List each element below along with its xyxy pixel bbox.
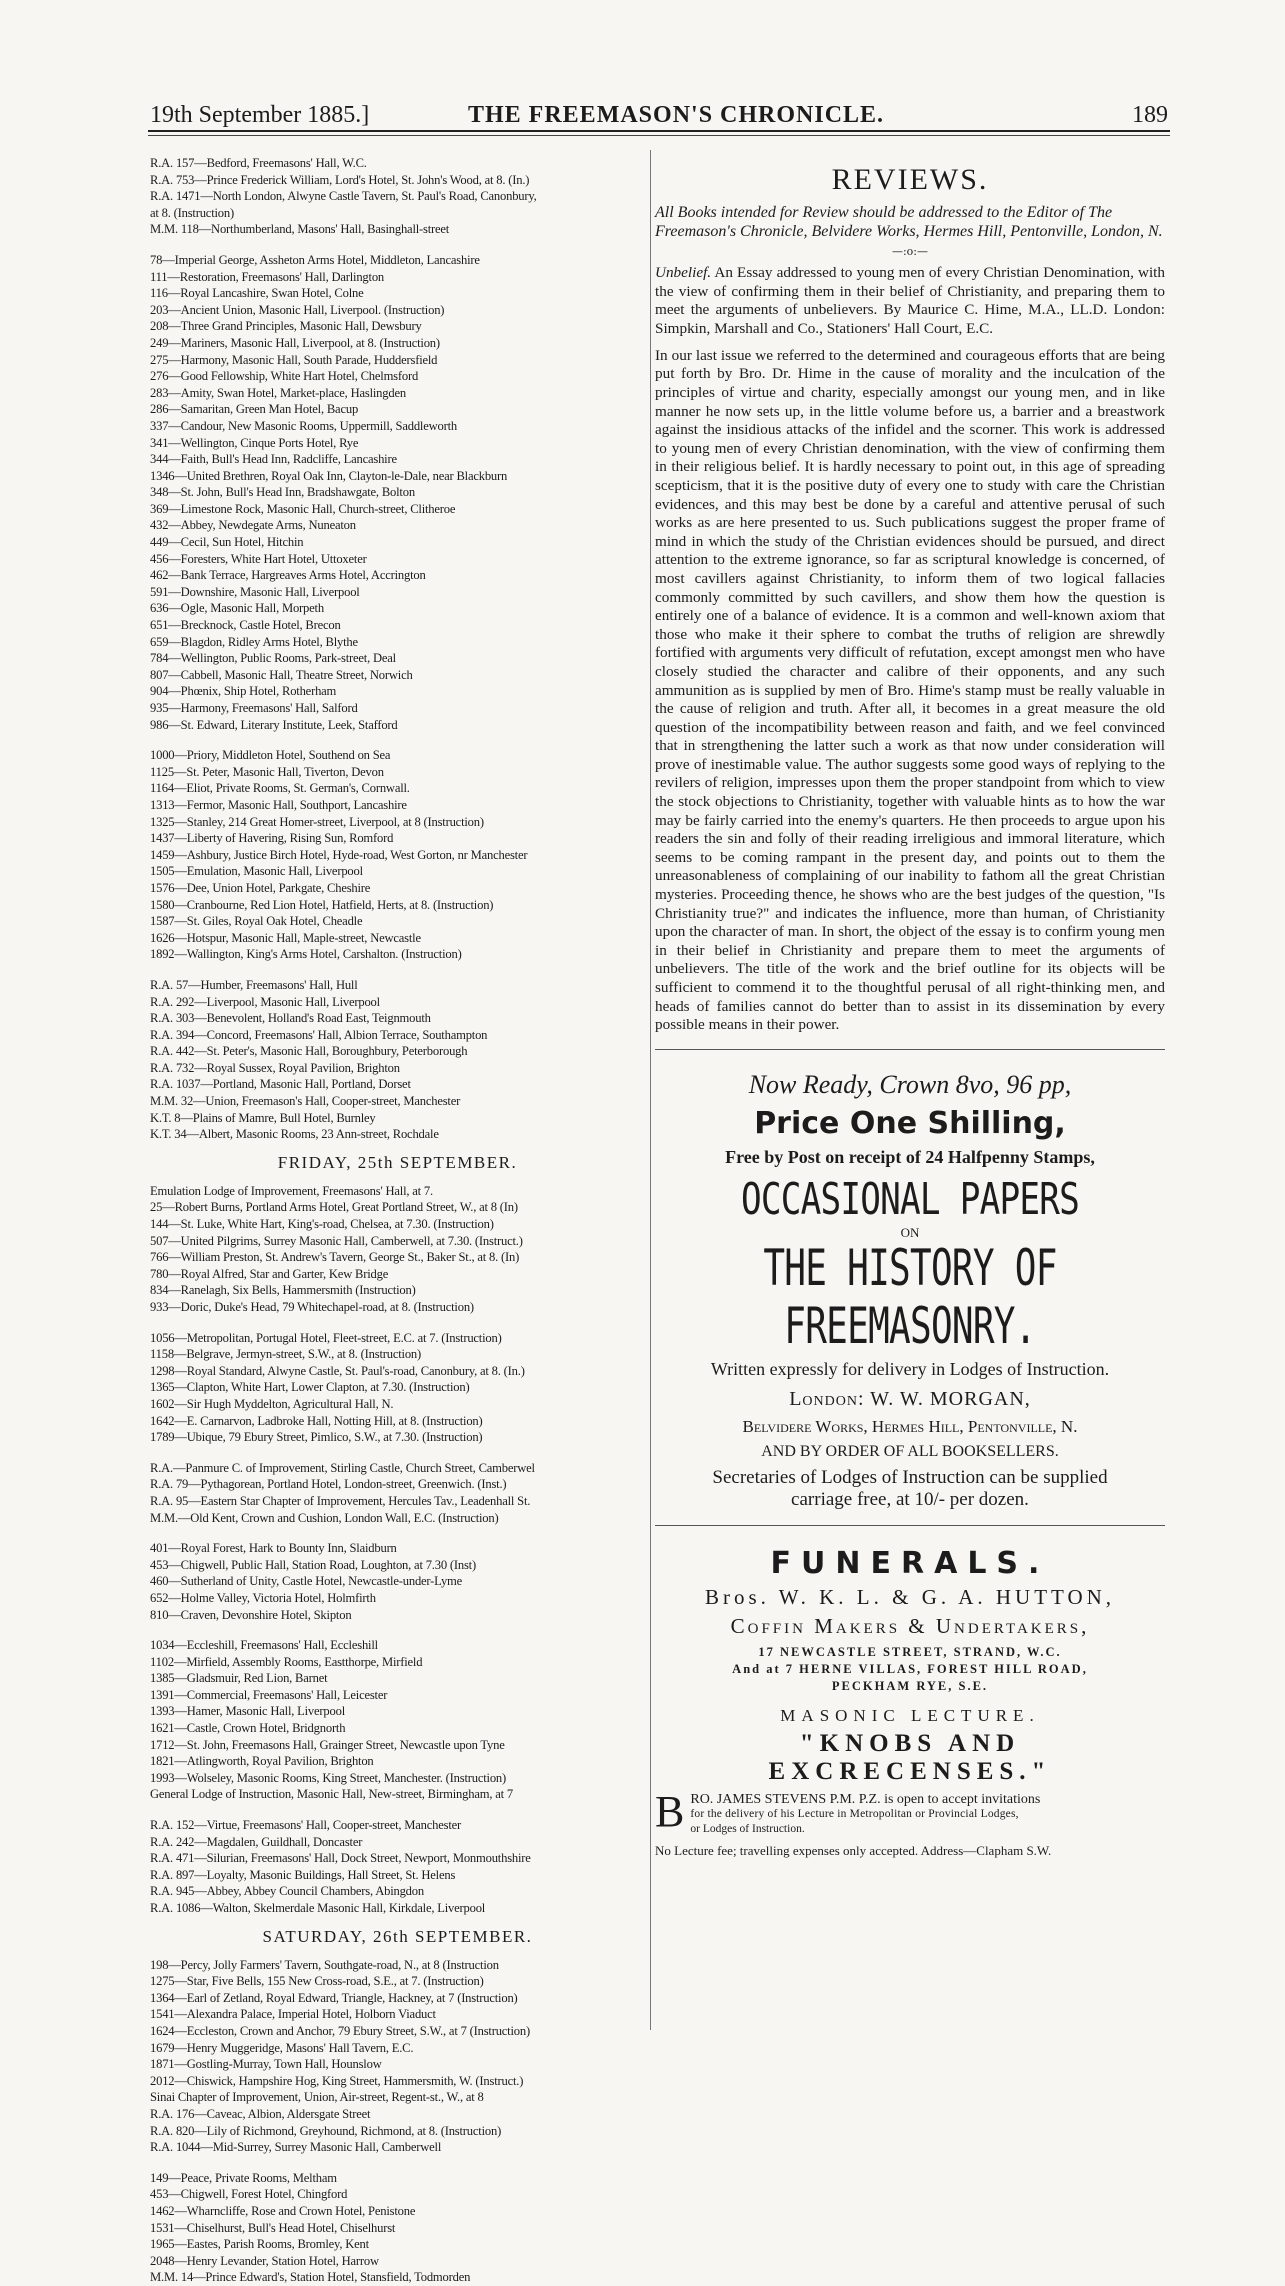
masthead: THE FREEMASON'S CHRONICLE. xyxy=(468,102,885,128)
lodge-meetings-column xyxy=(150,155,645,2286)
header-rule xyxy=(148,130,1170,132)
list-item: 1531—Chiselhurst, Bull's Head Hotel, Chiselhurst xyxy=(150,2220,396,2235)
list-item: R.A. 394—Concord, Freemasons' Hall, Albion Terrace, Southampton xyxy=(150,1027,488,1042)
list-item: 462—Bank Terrace, Hargreaves Arms Hotel, Accrington xyxy=(150,568,426,583)
funerals-address-2: And at 7 HERNE VILLAS, FOREST HILL ROAD, xyxy=(732,1661,1088,1676)
ad-line-subject: THE HISTORY OF FREEMASONRY. xyxy=(763,1238,1057,1355)
list-item: R.A. 95—Eastern Star Chapter of Improvement, Hercules Tav., Leadenhall St. xyxy=(150,1493,531,1508)
list-item: 810—Craven, Devonshire Hotel, Skipton xyxy=(150,1607,352,1622)
list-item: 453—Chigwell, Public Hall, Station Road, Loughton, at 7.30 (Inst) xyxy=(150,1557,476,1572)
list-saturday-london xyxy=(150,1957,645,2156)
ad-line-on: ON xyxy=(900,1224,920,1240)
list-item: 651—Brecknock, Castle Hotel, Brecon xyxy=(150,618,341,633)
saturday-heading: SATURDAY, 26th SEPTEMBER. xyxy=(262,1926,533,1946)
list-provincial-c xyxy=(150,977,645,1143)
advert-rule xyxy=(655,1049,1165,1050)
list-item: 652—Holme Valley, Victoria Hotel, Holmfirth xyxy=(150,1590,376,1605)
ad-line-edition: Now Ready, Crown 8vo, 96 pp, xyxy=(748,1069,1072,1099)
list-item: 1385—Gladsmuir, Red Lion, Barnet xyxy=(150,1671,328,1686)
list-item: R.A. 152—Virtue, Freemasons' Hall, Cooper-street, Manchester xyxy=(150,1818,462,1833)
list-item: 1391—Commercial, Freemasons' Hall, Leicester xyxy=(150,1687,388,1702)
friday-heading: FRIDAY, 25th SEPTEMBER. xyxy=(277,1152,518,1172)
list-friday-london xyxy=(150,1183,645,1316)
list-item: 1034—Eccleshill, Freemasons' Hall, Eccleshill xyxy=(150,1638,378,1653)
list-item: 432—Abbey, Newdegate Arms, Nuneaton xyxy=(150,518,356,533)
list-item: 1624—Eccleston, Crown and Anchor, 79 Ebury Street, S.W., at 7 (Instruction) xyxy=(150,2023,530,2038)
list-item: 507—United Pilgrims, Surrey Masonic Hall, Camberwell, at 7.30. (Instruct.) xyxy=(150,1233,523,1248)
funerals-address-3: PECKHAM RYE, S.E. xyxy=(831,1678,989,1693)
list-item: 1580—Cranbourne, Red Lion Hotel, Hatfield, Herts, at 8. (Instruction) xyxy=(150,897,494,912)
list-item: 1541—Alexandra Palace, Imperial Hotel, Holborn Viaduct xyxy=(150,2007,436,2022)
list-item: R.A. 1037—Portland, Masonic Hall, Portland, Dorset xyxy=(150,1077,411,1092)
reviews-title: REVIEWS. xyxy=(831,163,989,196)
list-item: 1621—Castle, Crown Hotel, Bridgnorth xyxy=(150,1721,346,1736)
list-item: 344—Faith, Bull's Head Inn, Radcliffe, Lancashire xyxy=(150,452,397,467)
list-item: 203—Ancient Union, Masonic Hall, Liverpool. (Instruction) xyxy=(150,302,445,317)
list-item: 1437—Liberty of Havering, Rising Sun, Romford xyxy=(150,831,394,846)
issue-date: 19th September 1885.] xyxy=(150,102,370,128)
list-item: R.A. 1471—North London, Alwyne Castle Tavern, St. Paul's Road, Canonbury, xyxy=(150,189,537,204)
list-item: 1821—Atlingworth, Royal Pavilion, Brighton xyxy=(150,1754,374,1769)
list-item: 116—Royal Lancashire, Swan Hotel, Colne xyxy=(150,286,364,301)
list-friday-prov-a xyxy=(150,1540,645,1623)
ad-line-booksellers: AND BY ORDER OF ALL BOOKSELLERS. xyxy=(761,1442,1059,1460)
list-item: 348—St. John, Bull's Head Inn, Bradshawgate, Bolton xyxy=(150,485,415,500)
ad-line-address: Belvidere Works, Hermes Hill, Pentonville, N. xyxy=(742,1416,1078,1436)
list-item: 449—Cecil, Sun Hotel, Hitchin xyxy=(150,535,304,550)
list-item: R.A. 303—Benevolent, Holland's Road East, Teignmouth xyxy=(150,1011,431,1026)
ad-line-carriage: carriage free, at 10/- per dozen. xyxy=(791,1488,1029,1510)
list-item: 834—Ranelagh, Six Bells, Hammersmith (Instruction) xyxy=(150,1283,416,1298)
book-entry xyxy=(655,264,1165,339)
list-item: 1125—St. Peter, Masonic Hall, Tiverton, Devon xyxy=(150,764,384,779)
list-item: 784—Wellington, Public Rooms, Park-street, Deal xyxy=(150,651,396,666)
review-body: In our last issue we referred to the determined and courageous efforts that are being put forth by Bro. Dr. Hime in the cause of morality and the inculcation of the principles of virtue and charity, especially amongst our young men, and in like manner he now sets up, in the little volume before us, a barrier and a breastwork against the insidious attacks of the infidel and the scorner. This work is addressed to young men of every Christian denomination, with the view of confirming them in their religious belief. It is hardly necessary to point out, in this age of spreading scepticism, that it is the positive duty of every one to study with care the Christian evidences, and this may best be done by a careful and attentive perusal of such works as are here presented to us. Such publications suggest the proper frame of mind in which the study of the Christian evidences should be pursued, and direct attention to the extreme ignorance, so far as scriptural knowledge is concerned, of most cavillers against Christianity, to inform them of two logical fallacies commonly committed by such cavillers, and show them how the question is entirely one of a balance of evidence. It is a common and well-known axiom that those who make it their sphere to combat the truths of religion are shrewdly fortified with arguments very difficult of refutation, except amongst men who have closely studied the character and calibre of their opponents, and any such ammunition as is supplied by men of Bro. Hime's stamp must be really valuable in the cause of religion and truth. After all, it becomes in a great measure the old question of the incompatibility between reason and faith, and we feel convinced that in strengthening the latter such a work as that now under consideration will prove of inestimable value. The author suggests some good ways of replying to the revilers of religion, impresses upon them the proper standpoint from which to view the stock objections to Christianity, together with valuable hints as to how the war may be fairly carried into the enemy's quarters. He then proceeds to argue upon his readers the sin and folly of their reading irreligious and immoral literature, which seems to be coming rampant in the present day, and points out to them the unreasonableness of complaining of our inability to fathom all the great Christian mysteries. Proceeding thence, he shows who are the best judges of the question, "Is Christianity true?" and indicates the influence, more than human, of Christianity upon the character of man. In short, the object of the essay is to confirm young men in their belief in Christianity and prepare them to meet the arguments of unbelievers. The title of the work and the brief outline for its objects will be sufficient to commend it to the thoughtful perusal of all right-thinking men, and heads of families cannot do better than to assist in its dissemination by every possible means in their power. xyxy=(655,346,1165,1034)
list-item: R.A. 732—Royal Sussex, Royal Pavilion, Brighton xyxy=(150,1060,400,1075)
list-item: 1505—Emulation, Masonic Hall, Liverpool xyxy=(150,864,363,879)
list-item: 1712—St. John, Freemasons Hall, Grainger Street, Newcastle upon Tyne xyxy=(150,1737,505,1752)
list-item: 1576—Dee, Union Hotel, Parkgate, Cheshire xyxy=(150,880,371,895)
ad-line-post: Free by Post on receipt of 24 Halfpenny Stamps, xyxy=(725,1146,1095,1167)
list-item: General Lodge of Instruction, Masonic Hall, New-street, Birmingham, at 7 xyxy=(150,1787,513,1802)
ad-line-written: Written expressly for delivery in Lodges of Instruction. xyxy=(710,1358,1110,1379)
reviews-note: All Books intended for Review should be addressed to the Editor of The Freemason's Chronicle, Belvidere Works, Hermes Hill, Pentonville, London, N. xyxy=(655,204,1163,240)
list-item: R.A. 79—Pythagorean, Portland Hotel, London-street, Greenwich. (Inst.) xyxy=(150,1477,507,1492)
list-item: M.M. 14—Prince Edward's, Station Hotel, Stansfield, Todmorden xyxy=(150,2270,471,2285)
list-item: M.M. 32—Union, Freemason's Hall, Cooper-street, Manchester xyxy=(150,1094,461,1109)
list-item: 276—Good Fellowship, White Hart Hotel, Chelmsford xyxy=(150,369,419,384)
list-item: 275—Harmony, Masonic Hall, South Parade, Huddersfield xyxy=(150,352,438,367)
list-item: 807—Cabbell, Masonic Hall, Theatre Street, Norwich xyxy=(150,667,413,682)
page-header xyxy=(150,102,1168,132)
lecture-line-4: No Lecture fee; travelling expenses only accepted. Address—Clapham S.W. xyxy=(655,1842,1052,1858)
book-advertisement xyxy=(655,1070,1165,1511)
list-item: 341—Wellington, Cinque Ports Hotel, Rye xyxy=(150,435,359,450)
list-item: 1642—E. Carnarvon, Ladbroke Hall, Notting Hill, at 8. (Instruction) xyxy=(150,1413,483,1428)
list-item: 286—Samaritan, Green Man Hotel, Bacup xyxy=(150,402,359,417)
list-item: 780—Royal Alfred, Star and Garter, Kew Bridge xyxy=(150,1266,389,1281)
ad-line-publisher: London: W. W. MORGAN, xyxy=(789,1387,1031,1410)
list-item: 659—Blagdon, Ridley Arms Hotel, Blythe xyxy=(150,634,358,649)
list-item: 369—Limestone Rock, Masonic Hall, Church-street, Clitheroe xyxy=(150,501,456,516)
list-item: K.T. 8—Plains of Mamre, Bull Hotel, Burnley xyxy=(150,1110,376,1125)
list-friday-london-c xyxy=(150,1460,645,1526)
list-saturday-prov xyxy=(150,2170,645,2286)
list-item: 198—Percy, Jolly Farmers' Tavern, Southgate-road, N., at 8 (Instruction xyxy=(150,1957,499,1972)
lecture-line-1: RO. JAMES STEVENS P.M. P.Z. is open to accept invitations xyxy=(690,1791,1041,1807)
list-friday-prov-c xyxy=(150,1817,645,1917)
list-item: 208—Three Grand Principles, Masonic Hall, Dewsbury xyxy=(150,319,422,334)
list-item: R.A. 945—Abbey, Abbey Council Chambers, Abingdon xyxy=(150,1884,424,1899)
reviews-column xyxy=(655,155,1165,1858)
list-item: 1789—Ubique, 79 Ebury Street, Pimlico, S.W., at 7.30. (Instruction) xyxy=(150,1430,483,1445)
book-description: An Essay addressed to young men of every Christian Denomination, with the view of confirming them in their belief of Christianity, and preparing them to meet the arguments of unbelievers. By Maurice C. Hime, M.A., LL.D. London: Simpkin, Marshall and Co., Stationers' Hall Court, E.C. xyxy=(655,264,1165,338)
funerals-title: FUNERALS. xyxy=(770,1545,1050,1581)
list-item: K.T. 34—Albert, Masonic Rooms, 23 Ann-street, Rochdale xyxy=(150,1127,439,1142)
list-item: 1325—Stanley, 214 Great Homer-street, Liverpool, at 8 (Instruction) xyxy=(150,814,484,829)
list-item: 2048—Henry Levander, Station Hotel, Harrow xyxy=(150,2253,379,2268)
separator: —:o:— xyxy=(891,245,929,258)
list-item: M.M. 118—Northumberland, Masons' Hall, Basinghall-street xyxy=(150,222,450,237)
column-divider xyxy=(650,150,651,2030)
list-item: 1365—Clapton, White Hart, Lower Clapton, at 7.30. (Instruction) xyxy=(150,1380,470,1395)
list-item: 1056—Metropolitan, Portugal Hotel, Fleet-street, E.C. at 7. (Instruction) xyxy=(150,1330,502,1345)
list-item: R.A. 242—Magdalen, Guildhall, Doncaster xyxy=(150,1834,363,1849)
list-item: R.A. 176—Caveac, Albion, Aldersgate Street xyxy=(150,2106,371,2121)
funerals-advertisement xyxy=(655,1546,1165,1694)
list-item: R.A. 820—Lily of Richmond, Greyhound, Richmond, at 8. (Instruction) xyxy=(150,2123,502,2138)
lecture-line-2: for the delivery of his Lecture in Metropolitan or Provincial Lodges, xyxy=(690,1807,1019,1820)
list-item: 2012—Chiswick, Hampshire Hog, King Street, Hammersmith, W. (Instruct.) xyxy=(150,2073,524,2088)
list-item: 283—Amity, Swan Hotel, Market-place, Haslingden xyxy=(150,385,406,400)
list-item: 249—Mariners, Masonic Hall, Liverpool, at 8. (Instruction) xyxy=(150,335,440,350)
ad-line-price: Price One Shilling, xyxy=(754,1105,1066,1141)
list-item: 1298—Royal Standard, Alwyne Castle, St. Paul's-road, Canonbury, at 8. (In.) xyxy=(150,1363,525,1378)
lecture-text xyxy=(655,1786,1165,1858)
list-item: 1626—Hotspur, Masonic Hall, Maple-street, Newcastle xyxy=(150,930,421,945)
list-item: Sinai Chapter of Improvement, Union, Air-street, Regent-st., W., at 8 xyxy=(150,2090,484,2105)
list-item: 149—Peace, Private Rooms, Meltham xyxy=(150,2170,337,2185)
list-item: at 8. (Instruction) xyxy=(150,205,234,220)
list-thursday-london xyxy=(150,155,645,238)
list-item: 1892—Wallington, King's Arms Hotel, Carshalton. (Instruction) xyxy=(150,947,462,962)
list-friday-prov-b xyxy=(150,1637,645,1803)
list-item: R.A. 442—St. Peter's, Masonic Hall, Boroughbury, Peterborough xyxy=(150,1044,468,1059)
list-item: 1871—Gostling-Murray, Town Hall, Hounslow xyxy=(150,2057,382,2072)
list-item: 766—William Preston, St. Andrew's Tavern, George St., Baker St., at 8. (In) xyxy=(150,1250,520,1265)
list-item: Emulation Lodge of Improvement, Freemasons' Hall, at 7. xyxy=(150,1183,433,1198)
funerals-trade: Coffin Makers & Undertakers, xyxy=(730,1613,1090,1638)
list-item: 456—Foresters, White Hart Hotel, Uttoxeter xyxy=(150,551,367,566)
list-item: 1275—Star, Five Bells, 155 New Cross-road, S.E., at 7. (Instruction) xyxy=(150,1974,484,1989)
funerals-address-1: 17 NEWCASTLE STREET, STRAND, W.C. xyxy=(758,1644,1062,1659)
lecture-title: "KNOBS AND EXCRECENSES." xyxy=(768,1729,1052,1785)
list-item: R.A. 753—Prince Frederick William, Lord's Hotel, St. John's Wood, at 8. (In.) xyxy=(150,172,530,187)
list-provincial-b xyxy=(150,747,645,963)
list-item: R.A. 57—Humber, Freemasons' Hall, Hull xyxy=(150,977,358,992)
lecture-advertisement xyxy=(655,1706,1165,1858)
list-item: 1393—Hamer, Masonic Hall, Liverpool xyxy=(150,1704,345,1719)
list-item: 1158—Belgrave, Jermyn-street, S.W., at 8. (Instruction) xyxy=(150,1347,422,1362)
list-item: 591—Downshire, Masonic Hall, Liverpool xyxy=(150,584,360,599)
list-item: 1102—Mirfield, Assembly Rooms, Eastthorpe, Mirfield xyxy=(150,1654,423,1669)
list-item: 1993—Wolseley, Masonic Rooms, King Street, Manchester. (Instruction) xyxy=(150,1770,507,1785)
funerals-names: Bros. W. K. L. & G. A. HUTTON, xyxy=(704,1584,1116,1609)
list-item: 337—Candour, New Masonic Rooms, Uppermill, Saddleworth xyxy=(150,418,458,433)
lecture-heading: MASONIC LECTURE. xyxy=(780,1705,1040,1725)
list-item: R.A. 471—Silurian, Freemasons' Hall, Dock Street, Newport, Monmouthshire xyxy=(150,1851,531,1866)
list-provincial-a xyxy=(150,252,645,733)
list-item: M.M.—Old Kent, Crown and Cushion, London Wall, E.C. (Instruction) xyxy=(150,1510,499,1525)
list-item: 1313—Fermor, Masonic Hall, Southport, Lancashire xyxy=(150,797,407,812)
list-item: R.A. 157—Bedford, Freemasons' Hall, W.C. xyxy=(150,156,367,170)
list-item: 460—Sutherland of Unity, Castle Hotel, Newcastle-under-Lyme xyxy=(150,1574,463,1589)
list-item: R.A. 292—Liverpool, Masonic Hall, Liverpool xyxy=(150,994,380,1009)
list-item: 1587—St. Giles, Royal Oak Hotel, Cheadle xyxy=(150,914,363,929)
funerals-rule xyxy=(655,1525,1165,1526)
list-item: 986—St. Edward, Literary Institute, Leek, Stafford xyxy=(150,717,398,732)
ad-line-secretaries: Secretaries of Lodges of Instruction can be supplied xyxy=(712,1466,1108,1488)
list-item: 453—Chigwell, Forest Hotel, Chingford xyxy=(150,2187,348,2202)
list-item: 25—Robert Burns, Portland Arms Hotel, Great Portland Street, W., at 8 (In) xyxy=(150,1200,518,1215)
list-item: 1000—Priory, Middleton Hotel, Southend on Sea xyxy=(150,748,391,763)
list-item: 904—Phœnix, Ship Hotel, Rotherham xyxy=(150,684,337,699)
list-item: 1462—Wharncliffe, Rose and Crown Hotel, Penistone xyxy=(150,2203,416,2218)
list-item: 144—St. Luke, White Hart, King's-road, Chelsea, at 7.30. (Instruction) xyxy=(150,1217,494,1232)
list-item: 1965—Eastes, Parish Rooms, Bromley, Kent xyxy=(150,2237,369,2252)
list-friday-london-b xyxy=(150,1330,645,1446)
list-item: 1679—Henry Muggeridge, Masons' Hall Tavern, E.C. xyxy=(150,2040,414,2055)
list-item: 111—Restoration, Freemasons' Hall, Darlington xyxy=(150,269,385,284)
list-item: 78—Imperial George, Assheton Arms Hotel, Middleton, Lancashire xyxy=(150,252,480,267)
list-item: 1602—Sir Hugh Myddelton, Agricultural Hall, N. xyxy=(150,1396,394,1411)
list-item: R.A. 897—Loyalty, Masonic Buildings, Hall Street, St. Helens xyxy=(150,1867,456,1882)
list-item: R.A.—Panmure C. of Improvement, Stirling Castle, Church Street, Camberwel xyxy=(150,1460,535,1475)
list-item: 1364—Earl of Zetland, Royal Edward, Triangle, Hackney, at 7 (Instruction) xyxy=(150,1990,518,2005)
list-item: 1459—Ashbury, Justice Birch Hotel, Hyde-road, West Gorton, nr Manchester xyxy=(150,847,528,862)
header-rule-thin xyxy=(148,135,1170,136)
list-item: 935—Harmony, Freemasons' Hall, Salford xyxy=(150,701,358,715)
list-item: 636—Ogle, Masonic Hall, Morpeth xyxy=(150,601,324,616)
drop-cap: B xyxy=(655,1786,685,1836)
list-item: R.A. 1044—Mid-Surrey, Surrey Masonic Hall, Camberwell xyxy=(150,2140,442,2155)
list-item: 1346—United Brethren, Royal Oak Inn, Clayton-le-Dale, near Blackburn xyxy=(150,468,508,483)
lecture-line-3: or Lodges of Instruction. xyxy=(690,1822,805,1835)
list-item: 1164—Eliot, Private Rooms, St. German's, Cornwall. xyxy=(150,781,410,796)
book-title: Unbelief. xyxy=(655,264,712,281)
list-item: 933—Doric, Duke's Head, 79 Whitechapel-road, at 8. (Instruction) xyxy=(150,1300,474,1314)
page-number: 189 xyxy=(1132,102,1168,128)
list-item: 401—Royal Forest, Hark to Bounty Inn, Slaidburn xyxy=(150,1541,397,1556)
ad-line-title: OCCASIONAL PAPERS xyxy=(740,1173,1080,1225)
list-item: R.A. 1086—Walton, Skelmerdale Masonic Hall, Kirkdale, Liverpool xyxy=(150,1901,486,1915)
